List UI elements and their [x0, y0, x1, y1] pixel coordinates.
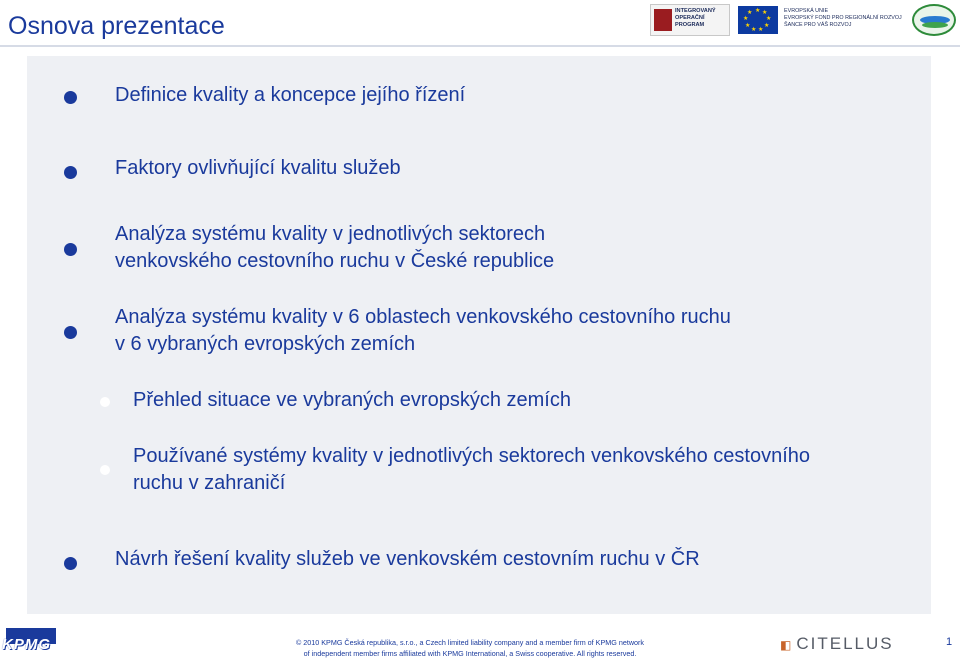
title-divider	[0, 45, 960, 47]
bullet-icon	[64, 91, 77, 104]
sub-bullet-icon	[100, 465, 110, 475]
agenda-item	[115, 155, 401, 182]
kpmg-logo	[2, 628, 62, 652]
slide-title: Osnova prezentace	[8, 12, 225, 40]
agenda-item	[115, 304, 731, 358]
footer-legal-line: of independent member firms affiliated with KPMG International, a Swiss cooperative. All rights reserved.	[303, 649, 637, 658]
page-number: 1	[946, 636, 953, 648]
iop-mark-icon	[654, 9, 672, 31]
footer-legal-line: © 2010 KPMG Česká republika, s.r.o., a Czech limited liability company and a member firm of KPMG network	[295, 638, 645, 647]
agenda-subitem-line: Přehled situace ve vybraných evropských zemích	[133, 389, 571, 411]
agenda-item	[115, 221, 554, 275]
iop-logo-text: INTEGROVANÝ OPERAČNÍ PROGRAM	[675, 8, 716, 28]
bullet-icon	[64, 557, 77, 570]
agenda-item-line: venkovského cestovního ruchu v České republice	[115, 250, 555, 272]
agenda-subitem-line: Používané systémy kvality v jednotlivých sektorech venkovského cestovního	[133, 445, 810, 467]
footer-legal	[250, 637, 690, 658]
citellus-mark-icon: ◧	[780, 638, 794, 652]
bullet-icon	[64, 326, 77, 339]
sub-bullet-icon	[100, 397, 110, 407]
bullet-icon	[64, 243, 77, 256]
kpmg-logo-text: KPMG	[2, 636, 51, 653]
citellus-logo-text: CITELLUS	[796, 634, 894, 653]
iop-logo	[650, 4, 730, 36]
agenda-item-line: Analýza systému kvality v 6 oblastech venkovského cestovního ruchu	[115, 306, 731, 328]
agenda-subitem	[133, 387, 571, 414]
agenda-subitem	[133, 443, 810, 497]
agenda-item-line: Definice kvality a koncepce jejího řízení	[115, 84, 466, 106]
citellus-logo	[780, 634, 894, 654]
agenda-item-line: Analýza systému kvality v jednotlivých sektorech	[115, 223, 546, 245]
agenda-item	[115, 82, 465, 109]
agenda-subitem-line: ruchu v zahraničí	[133, 472, 286, 494]
eu-logo-text: EVROPSKÁ UNIE EVROPSKÝ FOND PRO REGIONÁLNÍ ROZVOJ ŠANCE PRO VÁŠ ROZVOJ	[784, 8, 902, 28]
agenda-item-line: Faktory ovlivňující kvalitu služeb	[115, 157, 401, 179]
eu-flag-icon: ★ ★ ★ ★ ★ ★ ★ ★ ★	[738, 6, 778, 34]
agenda-item	[115, 546, 700, 573]
partner-logos	[650, 2, 960, 38]
agenda-item-line: v 6 vybraných evropských zemích	[115, 333, 416, 355]
ministry-logo-icon	[912, 4, 956, 36]
bullet-icon	[64, 166, 77, 179]
agenda-item-line: Návrh řešení kvality služeb ve venkovském cestovním ruchu v ČR	[115, 548, 700, 570]
